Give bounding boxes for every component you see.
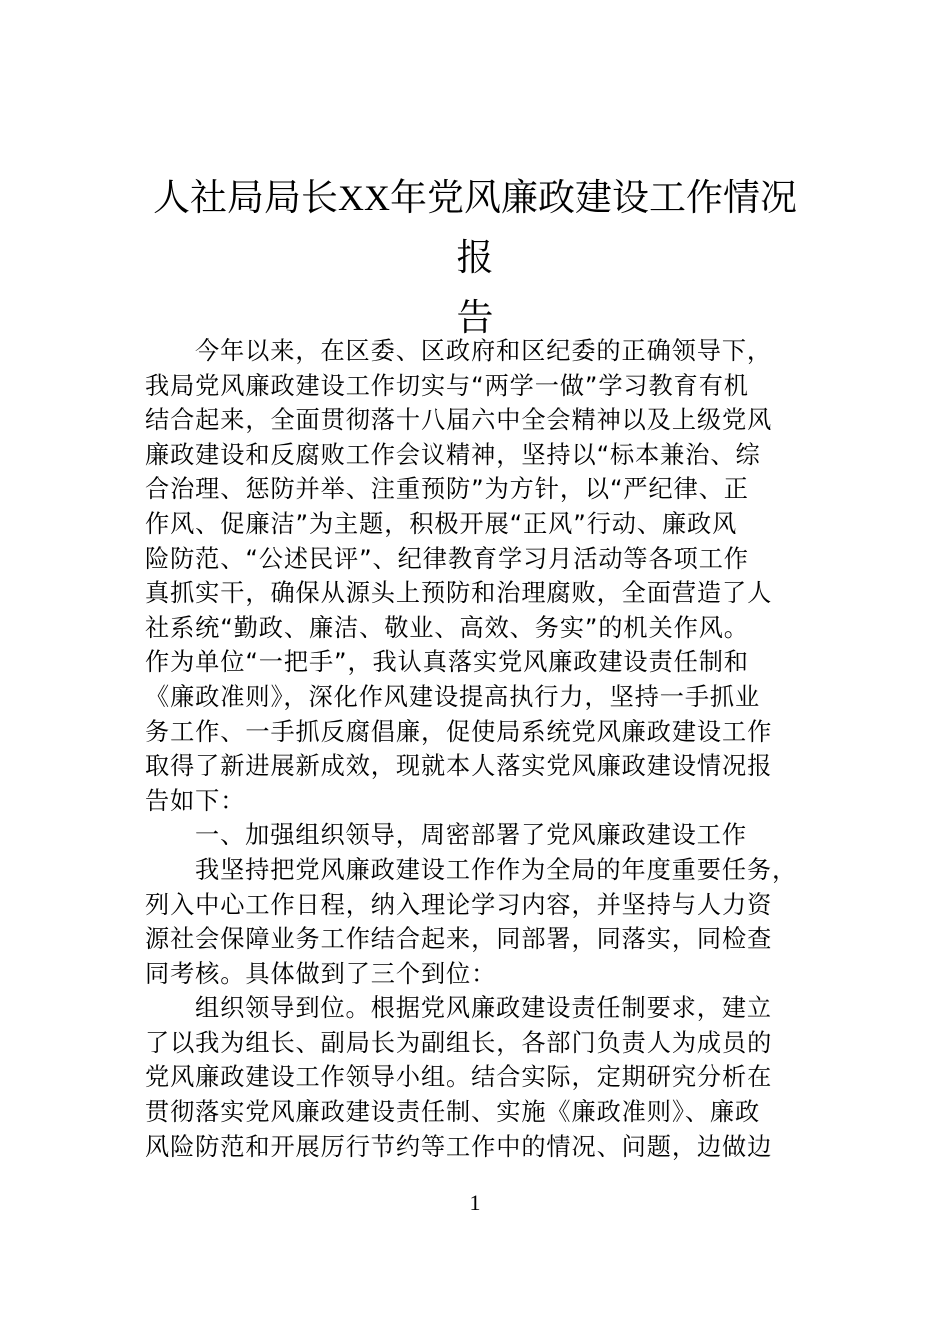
text-line: 告如下： <box>145 786 246 815</box>
text-line: 合治理、惩防并举、注重预防”为方针，以“严纪律、正 <box>145 475 749 504</box>
title-year-placeholder: XX <box>338 178 390 218</box>
text-line: 作风、促廉洁”为主题，积极开展“正风”行动、廉政风 <box>145 509 738 538</box>
text-line: 同考核。具体做到了三个到位： <box>145 959 497 988</box>
title-text-b: 年党风廉政建设工作情况报 <box>390 176 797 279</box>
text-line: 党风廉政建设工作领导小组。结合实际，定期研究分析在 <box>145 1063 773 1092</box>
text-line: 取得了新进展新成效，现就本人落实党风廉政建设情况报 <box>145 752 773 781</box>
text-line: 列入中心工作日程，纳入理论学习内容，并坚持与人力资 <box>145 890 773 919</box>
text-line: 《廉政准则》，深化作风建设提高执行力，坚持一手抓业 <box>145 682 761 711</box>
document-title <box>140 168 810 348</box>
text-line: 作为单位“一把手”，我认真落实党风廉政建设责任制和 <box>145 648 749 677</box>
text-line: 风险防范和开展厉行节约等工作中的情况、问题，边做边 <box>145 1132 773 1161</box>
text-line: 结合起来，全面贯彻落十八届六中全会精神以及上级党风 <box>145 406 773 435</box>
text-line: 社系统“勤政、廉洁、敬业、高效、务实”的机关作风。 <box>145 613 749 642</box>
text-line: 今年以来，在区委、区政府和区纪委的正确领导下， <box>195 337 773 365</box>
title-text-a: 人社局局长 <box>153 176 338 219</box>
text-line: 贯彻落实党风廉政建设责任制、实施《廉政准则》、廉政 <box>145 1098 761 1127</box>
text-line: 了以我为组长、副局长为副组长，各部门负责人为成员的 <box>145 1028 773 1057</box>
text-line: 险防范、“公述民评”、纪律教育学习月活动等各项工作 <box>145 544 749 573</box>
text-line: 廉政建设和反腐败工作会议精神，坚持以“标本兼治、综 <box>145 440 761 469</box>
document-body <box>145 334 807 1164</box>
text-line: 我局党风廉政建设工作切实与“两学一做”学习教育有机 <box>145 371 749 400</box>
text-line: 组织领导到位。根据党风廉政建设责任制要求，建立 <box>195 994 773 1023</box>
page-number: 1 <box>469 1190 481 1215</box>
text-line: 真抓实干，确保从源头上预防和治理腐败，全面营造了人 <box>145 579 773 608</box>
text-line: 一、加强组织领导，周密部署了党风廉政建设工作 <box>195 821 747 850</box>
title-line-1 <box>140 168 810 288</box>
text-line: 我坚持把党风廉政建设工作作为全局的年度重要任务， <box>195 855 798 884</box>
title-line-2: 告 <box>456 296 494 339</box>
text-line: 源社会保障业务工作结合起来，同部署，同落实，同检查 <box>145 925 773 954</box>
text-line: 务工作、一手抓反腐倡廉，促使局系统党风廉政建设工作 <box>145 717 773 746</box>
